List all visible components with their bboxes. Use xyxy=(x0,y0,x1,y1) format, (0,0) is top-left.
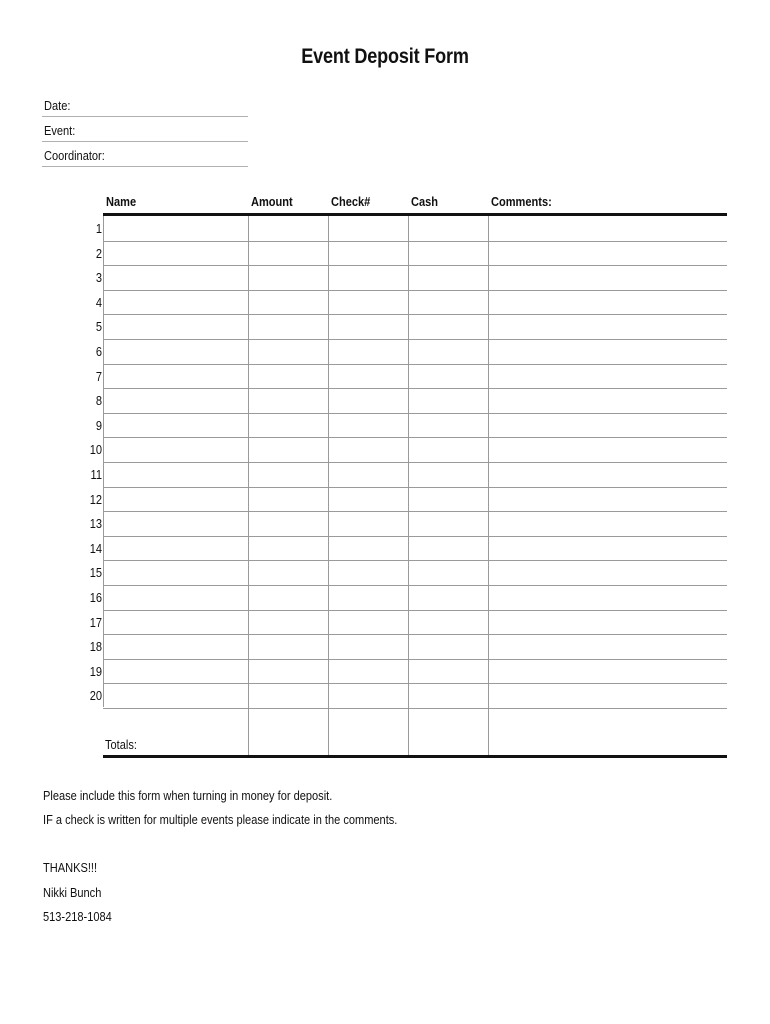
row-number: 9 xyxy=(95,417,102,433)
table-row[interactable] xyxy=(103,339,727,340)
table-row[interactable] xyxy=(103,364,727,365)
row-number: 3 xyxy=(95,270,102,286)
row-number: 4 xyxy=(95,294,102,310)
row-number: 18 xyxy=(89,639,102,655)
column-divider xyxy=(488,216,489,755)
column-header-cash: Cash xyxy=(411,194,439,209)
row-number: 15 xyxy=(89,565,102,581)
row-number: 17 xyxy=(89,614,102,630)
row-number: 6 xyxy=(95,344,102,359)
row-number: 11 xyxy=(90,467,102,482)
table-row[interactable] xyxy=(103,634,727,635)
date-label: Date: xyxy=(44,98,71,113)
table-row[interactable] xyxy=(103,585,727,586)
column-header-check: Check# xyxy=(331,194,371,209)
instruction-line-2: IF a check is written for multiple events please indicate in the comments. xyxy=(43,812,398,827)
table-row[interactable] xyxy=(103,290,727,291)
header-rule xyxy=(103,213,727,216)
table-row[interactable] xyxy=(103,314,727,315)
column-divider xyxy=(248,216,249,755)
table-row[interactable] xyxy=(103,511,727,512)
table-row[interactable] xyxy=(103,241,727,242)
table-row[interactable] xyxy=(103,560,727,561)
contact-name: Nikki Bunch xyxy=(43,885,102,900)
row-number: 5 xyxy=(95,319,102,335)
thanks-text: THANKS!!! xyxy=(43,860,98,875)
row-number: 13 xyxy=(89,516,102,532)
event-label: Event: xyxy=(44,123,76,138)
column-header-name: Name xyxy=(106,194,137,209)
row-number: 8 xyxy=(95,393,102,409)
table-row[interactable] xyxy=(103,683,727,684)
row-number: 7 xyxy=(95,368,102,384)
row-number: 14 xyxy=(89,540,102,556)
column-divider xyxy=(103,216,104,707)
table-row[interactable] xyxy=(103,487,727,488)
row-number: 12 xyxy=(89,491,102,507)
row-number: 20 xyxy=(89,688,102,704)
column-header-comments: Comments: xyxy=(491,194,552,209)
row-number: 19 xyxy=(89,663,102,679)
table-row[interactable] xyxy=(103,462,727,463)
column-divider xyxy=(328,216,329,755)
table-row[interactable] xyxy=(103,388,727,389)
form-title: Event Deposit Form xyxy=(301,45,469,68)
column-divider xyxy=(408,216,409,755)
contact-phone: 513-218-1084 xyxy=(43,909,112,924)
row-number: 2 xyxy=(95,245,102,261)
table-row[interactable] xyxy=(103,659,727,660)
table-row[interactable] xyxy=(103,265,727,266)
table-row[interactable] xyxy=(103,610,727,611)
row-number: 1 xyxy=(95,221,102,236)
totals-rule xyxy=(103,755,727,758)
totals-label: Totals: xyxy=(105,737,137,752)
column-header-amount: Amount xyxy=(251,194,293,209)
table-row[interactable] xyxy=(103,437,727,438)
row-number: 10 xyxy=(89,442,102,458)
row-number: 16 xyxy=(89,590,102,605)
table-row[interactable] xyxy=(103,413,727,414)
table-row[interactable] xyxy=(103,536,727,537)
instruction-line-1: Please include this form when turning in money for deposit. xyxy=(43,788,333,803)
coordinator-label: Coordinator: xyxy=(44,148,105,163)
table-row[interactable] xyxy=(103,708,727,709)
